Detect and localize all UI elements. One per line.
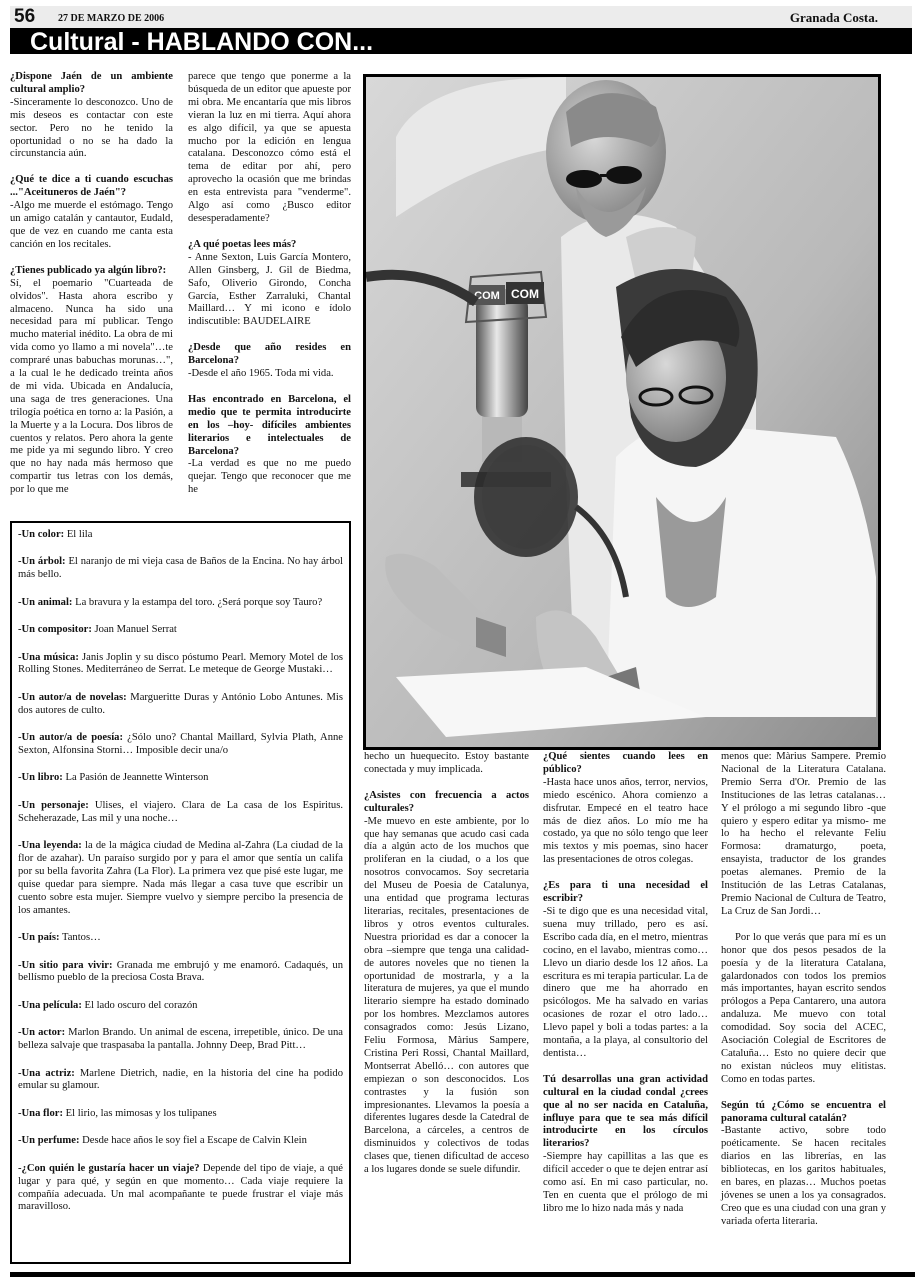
issue-date: 27 DE MARZO DE 2006 (58, 13, 165, 24)
interview-answer: Sí, el poemario "Cuarteada de olvidos". Hasta ahora escribo y almaceno. Nunca ha sido una necesidad para mí publicar. Tengo mucho material inédito. La obra de mi vida como yo llamo a mi novela"…te compraré unas babuchas morunas…", a la cual le he dedicado treinta años de mi vida. Ubicada en Andalucía, una saga de tres generaciones. Una trilogía poética en torno a: la Pasión, a la Muerte y a la Locura. Dos libros de cuentos y relatos. Pero ahora la gente me pide ya mi segundo libro. Y creo que no hay nada más hermoso que compartir tus letras con los demás, por lo que me (10, 277, 173, 496)
text-column-3 (364, 751, 529, 1190)
favorite-label: -Un autor/a de novelas: (18, 691, 127, 703)
favorite-label: -Una leyenda: (18, 840, 82, 852)
interview-question: ¿Tienes publicado ya algún libro?: (10, 264, 167, 276)
interview-answer: menos que: Màrius Sampere. Premio Nacional de la Literatura Catalana. Premio Serra d'Or. Premio de las Instituciones de las letras catalanas… Y el prólogo a mi segundo libro -que quiero y espero editar ya mismo- me lo ha hecho el relevante Feliu Formosa: dramaturgo, poeta, ensayista, traductor de los grandes poetas alemanes. Premio de la Institución de las Letras Catalanas, Premio Nacional de Cultura de Teatro, La Cruz de San Jordi… (721, 751, 886, 917)
interview-photo (363, 74, 881, 750)
interview-question: ¿A qué poetas lees más? (188, 238, 297, 250)
interview-answer: - Anne Sexton, Luis García Montero, Allen Ginsberg, J. Gil de Biedma, Safo, Oliverio Girondo, Concha García, Esther Zarraluki, Chantal Maillard… Y mi icono e ídolo indiscutible: BAUDELAIRE (188, 251, 351, 328)
interview-answer: -Desde el año 1965. Toda mi vida. (188, 368, 334, 380)
favorite-item (18, 1135, 343, 1148)
interview-question: ¿Dispone Jaén de un ambiente cultural amplio? (10, 71, 173, 95)
favorite-value: Marlene Dietrich, nadie, en la historia del cine ha podido emular su glamour. (18, 1067, 343, 1092)
interview-answer: -Me muevo en este ambiente, por lo que hay semanas que acudo casi cada día a algún acto de los muchos que proliferan en la ciudad, o a los que nosotros convocamos. Soy secretaria del Museu de Poesia de Catalunya, una entidad que programa lecturas literarias, recitales, presentaciones de libros y otros eventos culturales. Nuestra prioridad es dar a conocer la obra –siempre que tenga una calidad- de autores noveles que no tienen la oportunidad de mostrarla, y a la literatura de mujeres, ya que el mundo literario siempre ha estado dominado por los hombres. Mezclamos autores consagrados como: Jesús Lizano, Feliu Formosa, Màrius Sampere, Cristina Peri Rossi, Chantal Maillard, Montserrat Abelló… con autores que empiezan o son desconocidos. Los contrastes y la fusión son impresionantes. Llevamos la poesía a diferentes lugares desde la Catedral de Barcelona, a cárceles, a centros de disminuidos y colectivos de todas clases que, tienen dificultad de acceso a los lugares donde se suele difundir. (364, 815, 529, 1176)
favorite-item (18, 1163, 343, 1215)
favorite-label: -Un compositor: (18, 624, 92, 636)
favorite-label: -Un país: (18, 932, 60, 944)
favorite-item (18, 932, 343, 945)
text-column-2 (188, 71, 351, 510)
favorites-box (10, 521, 351, 1264)
interview-answer: -Sinceramente lo desconozco. Uno de mis deseos es contactar con este sector. Pero no he tenido la oportunidad o no se ha dado la circunstancia aún. (10, 96, 173, 160)
interview-answer: -Bastante activo, sobre todo poéticamente. Se hacen recitales diarios en las librerías, en las bibliotecas, en los garitos habituales, en bares, en plazas… Muchos poetas jóvenes se unen a los ya consagrados. Creo que es una ciudad con una gran y variada oferta literaria. (721, 1125, 886, 1227)
interview-question: ¿Asistes con frecuencia a actos culturales? (364, 789, 529, 814)
favorite-value: Marlon Brando. Un animal de escena, irrepetible, único. De una belleza salvaje que traspasaba la pantalla. Johnny Deep, Brad Pitt… (18, 1027, 343, 1052)
interview-answer: -Siempre hay capillitas a las que es difícil acceder o que te dejen entrar así como así. En mi caso particular, no. Ten en cuenta que el prólogo de mi libro me lo hizo nada más y nada (543, 1151, 708, 1214)
favorite-value: Tantos… (59, 932, 101, 944)
favorite-label: -¿Con quién le gustaría hacer un viaje? (18, 1162, 200, 1174)
interview-question: Según tú ¿Cómo se encuentra el panorama cultural catalán? (721, 1099, 886, 1124)
favorite-label: -Un árbol: (18, 556, 66, 568)
favorite-item (18, 1000, 343, 1013)
interview-question: ¿Es para ti una necesidad el escribir? (543, 880, 708, 905)
photo-illustration (366, 77, 878, 747)
favorite-label: -Una música: (18, 651, 79, 663)
interview-answer: parece que tengo que ponerme a la búsqueda de un editor que apueste por mi obra. Me encantaría que mis libros vieran la luz en mi tierra. Aquí ahora es algo difícil, ya que se apuesta mucho por la edición en lengua catalana. Desconozco cómo está el tema de editar por ahí, pero aprovecho la ocasión que me brindas en esta entrevista para "venderme". Algo así como ¿Busco editor desesperadamente? (188, 71, 351, 224)
interview-answer: Por lo que verás que para mí es un honor que dos pesos pesados de la poesía y de la literatura Catalana, galardonados con todos los premios más importantes, hayan escrito sendos prólogos a Pepa Cantarero, una autora andaluza. Me muevo con total comodidad. Soy socia del ACEC, Asociación Colegial de Escritores de Cataluña… Esto no quiere decir que no existan núcleos muy elitistas. Como en todas partes. (721, 931, 886, 1085)
favorite-label: -Un sitio para vivir: (18, 959, 113, 971)
page-number: 56 (14, 6, 36, 27)
favorite-item (18, 529, 343, 542)
favorite-item (18, 800, 343, 826)
favorite-value: La bravura y la estampa del toro. ¿Será porque soy Tauro? (72, 596, 323, 608)
favorite-item (18, 652, 343, 678)
favorite-item (18, 556, 343, 582)
favorite-item (18, 960, 343, 986)
section-title: Cultural - HABLANDO CON... (10, 28, 912, 54)
favorite-label: -Una actriz: (18, 1067, 75, 1079)
favorite-item (18, 597, 343, 610)
mic-flag-label: COM (474, 290, 500, 302)
favorite-item (18, 624, 343, 637)
favorite-item (18, 1027, 343, 1053)
interview-question: ¿Qué te dice a ti cuando escuchas ..."Aceituneros de Jaén"? (10, 174, 173, 199)
favorite-label: -Un color: (18, 529, 65, 540)
favorite-item (18, 1068, 343, 1094)
favorite-value: Depende del tipo de viaje, a qué lugar y para qué, y según en que momento… Cada viaje requiere la compañía adecuada. Un mal acompañante te puede frustrar el viaje más maravilloso. (18, 1162, 343, 1213)
favorite-item (18, 840, 343, 917)
favorite-item (18, 1108, 343, 1121)
favorite-value: Desde hace años le soy fiel a Escape de Calvin Klein (79, 1135, 307, 1147)
bottom-rule (10, 1272, 915, 1277)
favorite-value: la de la mágica ciudad de Medina al-Zahra (La ciudad de la flor de azahar). Un paraíso surgido por y para el amor que sentía un califa por su bella favorita Zahra (La Flor). La primera vez que pisé este lugar, me quise quedar para siempre. Nada más llegar a casa tuve que escribir un cuento sobre esta mujer. Siempre vuelvo y siempre percibo la presencia de los amantes. (18, 840, 343, 916)
interview-answer: hecho un huequecito. Estoy bastante conectada y muy implicada. (364, 751, 529, 775)
interview-question: ¿Desde que año resides en Barcelona? (188, 342, 351, 367)
favorite-value: ¿Sólo uno? Chantal Maillard, Sylvia Plath, Anne Sexton, Alfonsina Storni… Imposible decir una/o (18, 732, 343, 757)
interview-answer: -La verdad es que no me puedo quejar. Tengo que reconocer que me he (188, 458, 351, 496)
favorite-label: -Un libro: (18, 772, 63, 784)
page-header-bar (10, 6, 912, 28)
favorite-value: Joan Manuel Serrat (91, 624, 177, 636)
favorite-label: -Un perfume: (18, 1135, 80, 1147)
favorite-label: -Un animal: (18, 596, 73, 608)
interview-answer: -Hasta hace unos años, terror, nervios, miedo escénico. Ahora comienzo a disfrutar. Empecé en el teatro hace más de diez años. Lo mío me ha costado, ya que no sólo tengo que leer mis textos y mis poemas, sino hacer las presentaciones de otros colegas. (543, 776, 708, 866)
interview-answer: -Algo me muerde el estómago. Tengo un amigo catalán y cantautor, Eudald, que de vez en cuando me canta esta canción en los recitales. (10, 200, 173, 250)
favorite-value: Granada me embrujó y me enamoró. Cadaqués, un bellísmo pueblo de la preciosa Costa Brava. (18, 959, 343, 984)
text-column-1 (10, 71, 173, 510)
favorite-value: Ulises, el viajero. Clara de La casa de los Espiritus. Scheherazade, Las mil y una noche… (18, 799, 344, 824)
publication-name: Granada Costa. (789, 10, 878, 25)
favorite-label: -Un autor/a de poesía: (18, 732, 123, 744)
favorite-value: Margueritte Duras y António Lobo Antunes. Mis dos autores de culto. (18, 691, 343, 716)
favorite-item (18, 692, 343, 718)
favorite-value: El lado oscuro del corazón (81, 999, 198, 1011)
interview-question: ¿Qué sientes cuando lees en público? (543, 751, 708, 775)
favorite-value: El lila (64, 529, 93, 540)
favorite-label: -Una película: (18, 999, 82, 1011)
favorite-value: La Pasión de Jeannette Winterson (62, 772, 209, 784)
favorite-label: -Un actor: (18, 1027, 66, 1039)
favorite-value: El lirio, las mimosas y los tulipanes (63, 1107, 217, 1119)
text-column-4 (543, 751, 708, 1229)
favorite-value: El naranjo de mi vieja casa de Baños de la Encina. No hay árbol más bello. (18, 556, 343, 581)
favorite-label: -Un personaje: (18, 799, 89, 811)
favorite-value: Janis Joplin y su disco póstumo Pearl. Memory Motel de los Rolling Stones. Mediterráneo de Serrat. Le meteque de George Mustaki… (18, 651, 344, 676)
favorite-item (18, 772, 343, 785)
favorite-item (18, 732, 343, 758)
text-column-5 (721, 751, 886, 1242)
mic-flag-label: COM (511, 287, 539, 301)
interview-question: Has encontrado en Barcelona, el medio que te permita introducirte en los –hoy- difíciles ambientes literarios e intelectuales de Barcelona? (188, 393, 351, 457)
interview-question: Tú desarrollas una gran actividad cultural en la ciudad condal ¿crees que al no ser nacida en Cataluña, influye para que te sea más difícil introducirte en los círculos literarios? (543, 1073, 708, 1150)
favorite-label: -Una flor: (18, 1107, 64, 1119)
interview-answer: -Si te digo que es una necesidad vital, suena muy trillado, pero es así. Escribo cada día, en el metro, mientras cocino, en el lavabo, mientras como… Llevo un diario desde los 12 años. La escritura es mi terapia particular. La de dinero que me ha ahorrado en psicólogos. Me ha salvado en varias ocasiones de rozar el otro lado… Llevo papel y boli a todas partes: a la montaña, a la playa, al consultorio del dentista… (543, 905, 709, 1059)
